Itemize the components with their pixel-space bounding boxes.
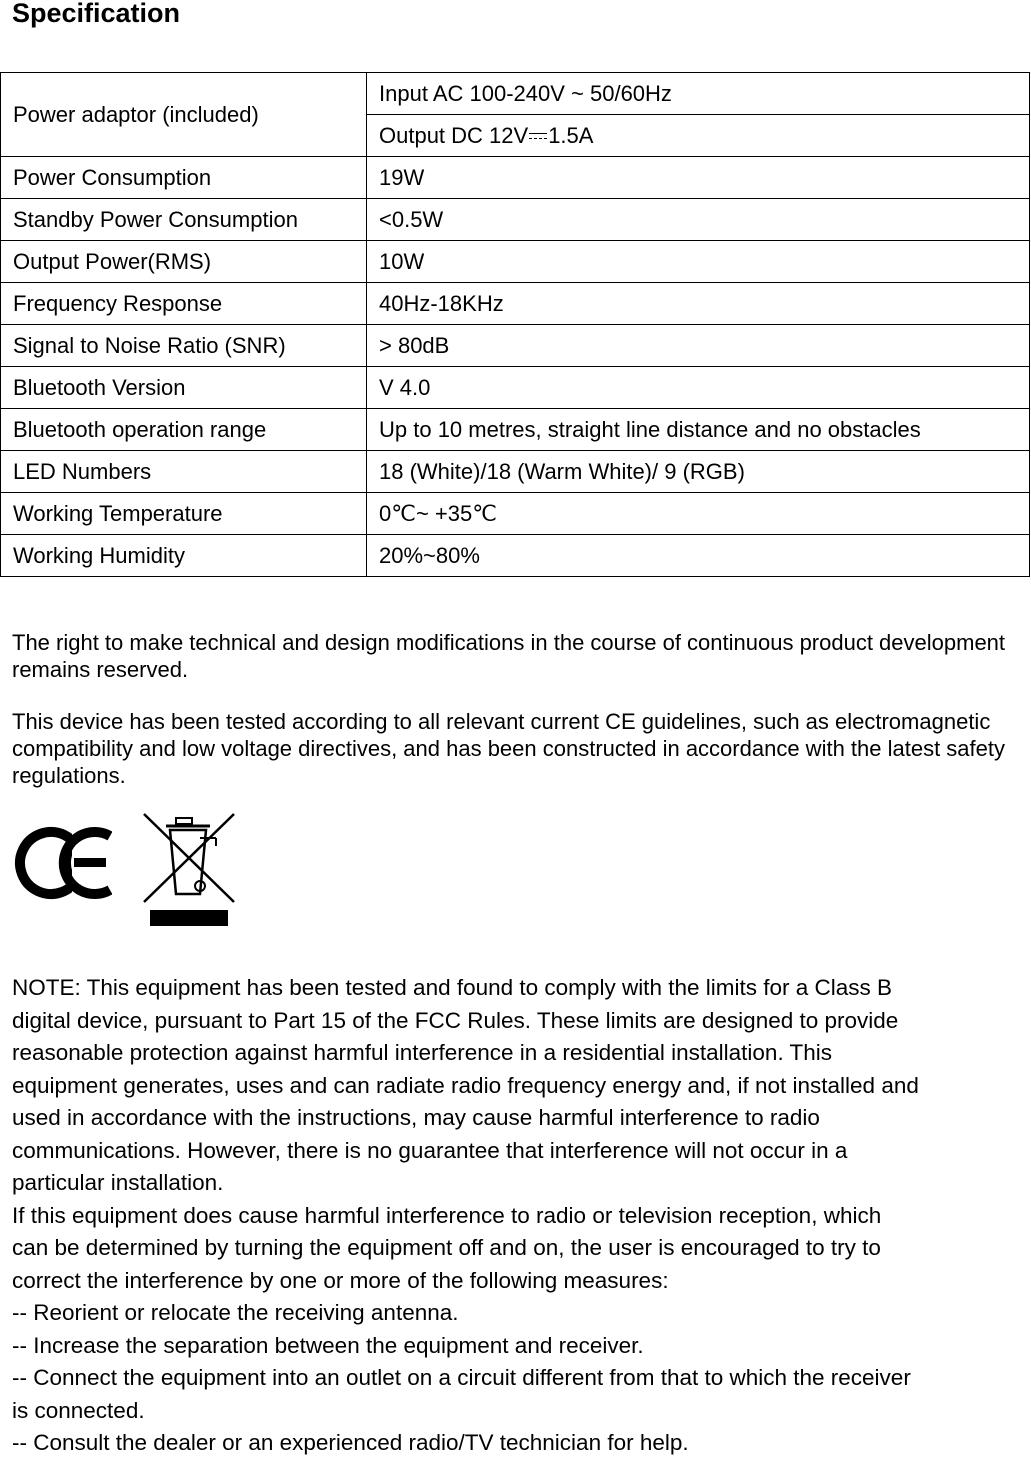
spec-label: Power Consumption: [1, 157, 367, 199]
table-row: [1, 157, 1030, 199]
spec-value: 19W: [367, 157, 1030, 199]
note-line: correct the interference by one or more of the following measures:: [12, 1267, 669, 1293]
table-row: [1, 367, 1030, 409]
spec-value: <0.5W: [367, 199, 1030, 241]
table-row: [1, 283, 1030, 325]
spec-value: 0℃~ +35℃: [367, 493, 1030, 535]
spec-label: Standby Power Consumption: [1, 199, 367, 241]
spec-label: LED Numbers: [1, 451, 367, 493]
note-line: -- Consult the dealer or an experienced radio/TV technician for help.: [12, 1430, 689, 1455]
note-line: is connected.: [12, 1397, 145, 1423]
note-line: digital device, pursuant to Part 15 of the FCC Rules. These limits are designed to provide: [12, 1007, 899, 1033]
spec-value: Up to 10 metres, straight line distance and no obstacles: [367, 409, 1030, 451]
spec-label: Bluetooth Version: [1, 367, 367, 409]
note-line: equipment generates, uses and can radiate radio frequency energy and, if not installed and: [12, 1072, 919, 1098]
spec-label: Working Humidity: [1, 535, 367, 577]
spec-value: 18 (White)/18 (Warm White)/ 9 (RGB): [367, 451, 1030, 493]
table-row: [1, 199, 1030, 241]
spec-value: > 80dB: [367, 325, 1030, 367]
spec-label: Frequency Response: [1, 283, 367, 325]
spec-value: 10W: [367, 241, 1030, 283]
note-line: -- Reorient or relocate the receiving antenna.: [12, 1300, 459, 1325]
table-row: [1, 493, 1030, 535]
note-line: If this equipment does cause harmful interference to radio or television reception, which: [12, 1202, 882, 1228]
modification-notice: The right to make technical and design modifications in the course of continuous product development remains reserved.: [12, 630, 1006, 682]
page-title: Specification: [12, 0, 181, 28]
table-row: [1, 241, 1030, 283]
spec-label: Bluetooth operation range: [1, 409, 367, 451]
spec-value: Input AC 100-240V ~ 50/60Hz: [367, 73, 1030, 115]
spec-value: V 4.0: [367, 367, 1030, 409]
note-line: -- Connect the equipment into an outlet on a circuit different from that to which the receiver: [12, 1365, 911, 1390]
table-row: [1, 535, 1030, 577]
table-row: [1, 325, 1030, 367]
note-line: reasonable protection against harmful interference in a residential installation. This: [12, 1040, 833, 1065]
spec-table: [0, 72, 1030, 577]
fcc-note: [12, 972, 1024, 1460]
note-line: can be determined by turning the equipment off and on, the user is encouraged to try to: [12, 1235, 881, 1260]
note-line: particular installation.: [12, 1170, 224, 1195]
note-line: used in accordance with the instructions, may cause harmful interference to radio: [12, 1105, 820, 1130]
output-prefix: Output DC 12V: [379, 122, 529, 148]
spec-value: 20%~80%: [367, 535, 1030, 577]
note-line: NOTE: This equipment has been tested and found to comply with the limits for a Class B: [12, 975, 893, 1000]
spec-label: Working Temperature: [1, 493, 367, 535]
note-line: -- Increase the separation between the equipment and receiver.: [12, 1332, 644, 1358]
weee-crossed-bin-icon: [140, 810, 238, 930]
spec-label: Power adaptor (included): [1, 73, 367, 157]
output-suffix: 1.5A: [548, 122, 594, 148]
spec-label: Signal to Noise Ratio (SNR): [1, 325, 367, 367]
table-row: [1, 451, 1030, 493]
table-row: [1, 409, 1030, 451]
spec-value: [367, 115, 1030, 157]
spec-label: Output Power(RMS): [1, 241, 367, 283]
ce-mark-icon: [12, 822, 112, 904]
note-line: communications. However, there is no guarantee that interference will not occur in a: [12, 1137, 848, 1163]
spec-value: 40Hz-18KHz: [367, 283, 1030, 325]
table-row: [1, 73, 1030, 115]
dc-symbol-icon: [529, 130, 547, 144]
ce-compliance-notice: This device has been tested according to all relevant current CE guidelines, such as electromagnetic compatibility and low voltage directives, and has been constructed in accordance with the latest safety regulations.: [12, 709, 1005, 788]
